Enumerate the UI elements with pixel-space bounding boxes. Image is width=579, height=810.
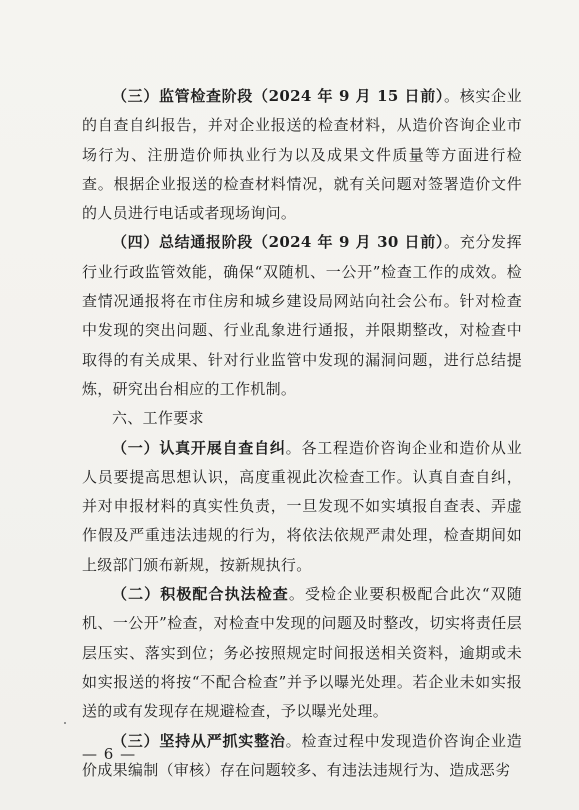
scan-speck — [64, 722, 66, 724]
paragraph-lead: （一）认真开展自查自纠 — [112, 438, 286, 457]
paragraph-text: 。核实企业的自查自纠报告，并对企业报送的检查材料，从造价咨询企业市场行为、注册造价师执业行为以及成果文件质量等方面进行检查。根据企业报送的检查材料情况，就有关问题对签署造价文件的人员进行电话或者现场询问。 — [82, 87, 522, 223]
paragraph-text: 。检查过程中发现造价咨询企业造价成果编制（审核）存在问题较多、有违法违规行为、造成恶劣 — [82, 731, 522, 779]
heading-text: 六、工作要求 — [112, 409, 204, 428]
paragraph-text: 。充分发挥行业行政监管效能，确保“双随机、一公开”检查工作的成效。检查情况通报将在市住房和城乡建设局网站向社会公布。针对检查中发现的突出问题、行业乱象进行通报，并限期整改，对检查中取得的有关成果、针对行业监管中发现的漏洞问题，进行总结提炼，研究出台相应的工作机制。 — [82, 233, 522, 398]
document-body — [82, 82, 522, 785]
paragraph-text: 。受检企业要积极配合此次“双随机、一公开”检查，对检查中发现的问题及时整改，切实将责任层层压实、落实到位；务必按照规定时间报送相关资料，逾期或未如实报送的将按“不配合检查”并予以曝光处理。若企业未如实报送的或有发现存在规避检查，予以曝光处理。 — [82, 585, 522, 721]
paragraph-cooperate-inspection — [82, 580, 522, 726]
paragraph-self-inspection — [82, 434, 522, 580]
paragraph-strict-rectification — [82, 727, 522, 786]
paragraph-lead: （二）积极配合执法检查 — [112, 585, 289, 604]
paragraph-supervision-stage — [82, 82, 522, 228]
page-number: — 6 — — [82, 745, 137, 763]
paragraph-summary-stage — [82, 228, 522, 404]
paragraph-lead: （四）总结通报阶段（2024 年 9 月 30 日前） — [112, 233, 445, 252]
paragraph-text: 。各工程造价咨询企业和造价从业人员要提高思想认识，高度重视此次检查工作。认真自查自纠，并对申报材料的真实性负责，一旦发现不如实填报自查表、弄虚作假及严重违法违规的行为，将依法依规严肃处理，检查期间如上级部门颁布新规，按新规执行。 — [82, 438, 522, 574]
paragraph-lead: （三）监管检查阶段（2024 年 9 月 15 日前） — [112, 87, 445, 105]
section-heading-work-requirements — [82, 404, 522, 433]
paragraph-lead: （三）坚持从严抓实整治 — [112, 731, 286, 750]
